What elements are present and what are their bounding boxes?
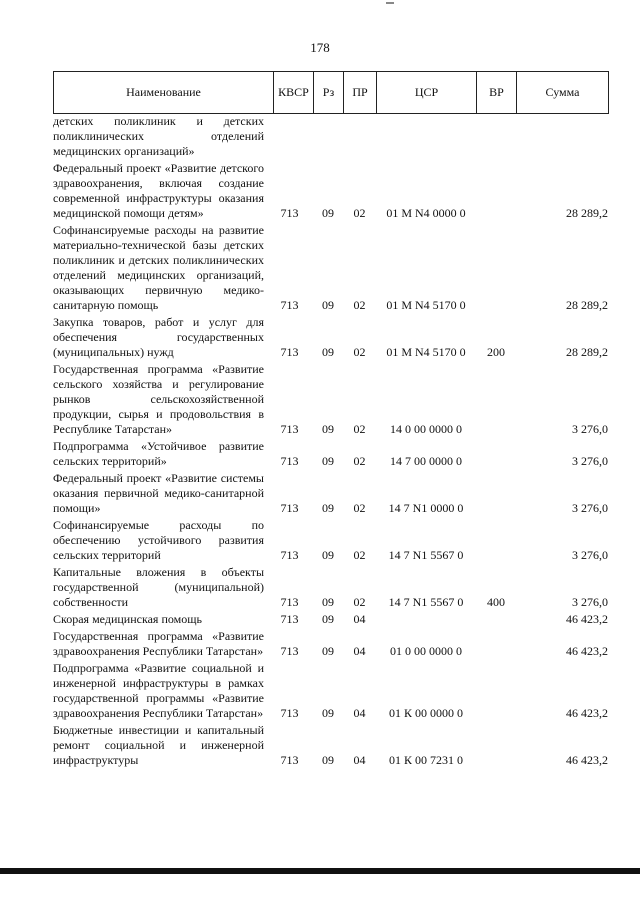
column-header-pr: ПР bbox=[344, 72, 377, 114]
cell-sum: 3 276,0 bbox=[572, 501, 608, 515]
cell-pr: 02 bbox=[353, 298, 366, 312]
cell-sum: 3 276,0 bbox=[572, 548, 608, 562]
cell-csr: 01 M N4 5170 0 bbox=[386, 298, 466, 312]
cell-kvsr: 713 bbox=[280, 422, 299, 436]
table-row bbox=[53, 563, 608, 610]
cell-rz: 09 bbox=[322, 454, 334, 468]
table-row bbox=[53, 627, 608, 659]
cell-pr: 04 bbox=[353, 612, 366, 626]
cell-pr: 02 bbox=[353, 206, 366, 220]
cell-kvsr: 713 bbox=[280, 206, 299, 220]
cell-kvsr: 713 bbox=[280, 612, 299, 626]
cell-pr: 04 bbox=[353, 753, 366, 767]
cell-vr: 200 bbox=[487, 345, 505, 359]
cell-kvsr: 713 bbox=[280, 753, 299, 767]
column-header-rz: Рз bbox=[314, 72, 344, 114]
cell-kvsr: 713 bbox=[280, 454, 299, 468]
cell-rz: 09 bbox=[322, 595, 334, 609]
cell-sum: 28 289,2 bbox=[566, 206, 608, 220]
cell-name: Федеральный проект «Развитие детского здравоохранения, включая создание современной инфраструктуры оказания медицинской помощи детям» bbox=[53, 161, 264, 220]
cell-rz: 09 bbox=[322, 345, 334, 359]
cell-rz: 09 bbox=[322, 612, 334, 626]
cell-vr bbox=[476, 516, 516, 563]
cell-csr: 01 К 00 0000 0 bbox=[388, 706, 463, 720]
cell-vr bbox=[476, 360, 516, 437]
cell-name: детских поликлиник и детских поликлинических отделений медицинских организаций» bbox=[53, 114, 264, 158]
cell-rz: 09 bbox=[322, 548, 334, 562]
cell-kvsr: 713 bbox=[280, 644, 299, 658]
cell-pr: 02 bbox=[353, 548, 366, 562]
table-row bbox=[53, 437, 608, 469]
column-header-sum: Сумма bbox=[517, 72, 609, 114]
cell-vr bbox=[476, 437, 516, 469]
table-row bbox=[53, 610, 608, 627]
cell-pr: 02 bbox=[353, 595, 366, 609]
cell-name: Закупка товаров, работ и услуг для обеспечения государственных (муниципальных) нужд bbox=[53, 315, 264, 359]
cell-pr: 02 bbox=[353, 345, 366, 359]
cell-vr bbox=[476, 659, 516, 721]
cell-vr bbox=[476, 159, 516, 221]
cell-rz: 09 bbox=[322, 298, 334, 312]
cell-csr bbox=[376, 114, 476, 159]
scan-artifact bbox=[386, 2, 394, 4]
cell-rz: 09 bbox=[322, 501, 334, 515]
cell-vr bbox=[476, 610, 516, 627]
cell-csr: 14 7 N1 0000 0 bbox=[388, 501, 464, 515]
cell-name: Государственная программа «Развитие сельского хозяйства и регулирование рынков сельскохозяйственной продукции, сырья и продовольствия в Республике Татарстан» bbox=[53, 362, 264, 436]
cell-sum: 46 423,2 bbox=[566, 612, 608, 626]
cell-rz: 09 bbox=[322, 753, 334, 767]
cell-vr bbox=[476, 627, 516, 659]
cell-vr bbox=[476, 114, 516, 159]
cell-name: Софинансируемые расходы на развитие материально-технической базы детских поликлиник и детских поликлинических отделений медицинских организаций, оказывающих первичную медико-санитарную помощь bbox=[53, 223, 264, 312]
cell-csr: 14 0 00 0000 0 bbox=[390, 422, 462, 436]
cell-sum: 46 423,2 bbox=[566, 706, 608, 720]
cell-csr: 14 7 00 0000 0 bbox=[390, 454, 462, 468]
cell-name: Государственная программа «Развитие здравоохранения Республики Татарстан» bbox=[53, 629, 264, 658]
table-row bbox=[53, 469, 608, 516]
bottom-border bbox=[0, 868, 640, 874]
cell-name: Федеральный проект «Развитие системы оказания первичной медико-санитарной помощи» bbox=[53, 471, 264, 515]
cell-rz: 09 bbox=[322, 706, 334, 720]
cell-kvsr: 713 bbox=[280, 706, 299, 720]
column-header-csr: ЦСР bbox=[377, 72, 477, 114]
cell-pr: 02 bbox=[353, 454, 366, 468]
cell-vr: 400 bbox=[487, 595, 505, 609]
cell-csr: 01 0 00 0000 0 bbox=[390, 644, 462, 658]
cell-pr: 02 bbox=[353, 422, 366, 436]
table-row bbox=[53, 114, 608, 159]
cell-sum: 46 423,2 bbox=[566, 644, 608, 658]
table-row bbox=[53, 721, 608, 768]
cell-kvsr bbox=[266, 114, 313, 159]
cell-kvsr: 713 bbox=[280, 298, 299, 312]
cell-name: Бюджетные инвестиции и капитальный ремонт социальной и инженерной инфраструктуры bbox=[53, 723, 264, 767]
cell-vr bbox=[476, 221, 516, 313]
cell-rz: 09 bbox=[322, 422, 334, 436]
table-row bbox=[53, 221, 608, 313]
cell-csr: 14 7 N1 5567 0 bbox=[388, 548, 464, 562]
cell-pr: 04 bbox=[353, 706, 366, 720]
cell-pr: 04 bbox=[353, 644, 366, 658]
cell-vr bbox=[476, 721, 516, 768]
table-row bbox=[53, 360, 608, 437]
cell-sum: 28 289,2 bbox=[566, 298, 608, 312]
cell-pr: 02 bbox=[353, 501, 366, 515]
cell-sum: 46 423,2 bbox=[566, 753, 608, 767]
cell-kvsr: 713 bbox=[280, 548, 299, 562]
cell-kvsr: 713 bbox=[280, 595, 299, 609]
cell-csr: 01 M N4 5170 0 bbox=[386, 345, 466, 359]
cell-csr bbox=[376, 610, 476, 627]
column-header-vr: ВР bbox=[477, 72, 517, 114]
cell-kvsr: 713 bbox=[280, 345, 299, 359]
cell-sum: 3 276,0 bbox=[572, 422, 608, 436]
cell-csr: 14 7 N1 5567 0 bbox=[388, 595, 464, 609]
cell-name: Капитальные вложения в объекты государственной (муниципальной) собственности bbox=[53, 565, 264, 609]
cell-csr: 01 К 00 7231 0 bbox=[388, 753, 463, 767]
cell-sum: 3 276,0 bbox=[572, 454, 608, 468]
table-row bbox=[53, 159, 608, 221]
cell-pr bbox=[343, 114, 376, 159]
cell-name: Скорая медицинская помощь bbox=[53, 612, 202, 626]
table-row bbox=[53, 313, 608, 360]
table-row bbox=[53, 659, 608, 721]
cell-name: Подпрограмма «Развитие социальной и инженерной инфраструктуры в рамках государственной программы «Развитие здравоохранения Республики Татарстан» bbox=[53, 661, 264, 720]
budget-table bbox=[53, 114, 608, 768]
table-body bbox=[53, 114, 608, 768]
column-header-kvsr: КВСР bbox=[274, 72, 314, 114]
cell-csr: 01 M N4 0000 0 bbox=[386, 206, 466, 220]
cell-sum: 28 289,2 bbox=[566, 345, 608, 359]
cell-rz: 09 bbox=[322, 644, 334, 658]
cell-sum bbox=[516, 114, 608, 159]
cell-name: Софинансируемые расходы по обеспечению устойчивого развития сельских территорий bbox=[53, 518, 264, 562]
cell-kvsr: 713 bbox=[280, 501, 299, 515]
cell-name: Подпрограмма «Устойчивое развитие сельских территорий» bbox=[53, 439, 264, 468]
page-number: 178 bbox=[310, 40, 330, 55]
cell-rz: 09 bbox=[322, 206, 334, 220]
table-header bbox=[53, 71, 609, 114]
table-row bbox=[53, 516, 608, 563]
cell-rz bbox=[313, 114, 343, 159]
cell-vr bbox=[476, 469, 516, 516]
column-header-name: Наименование bbox=[54, 72, 274, 114]
cell-sum: 3 276,0 bbox=[572, 595, 608, 609]
